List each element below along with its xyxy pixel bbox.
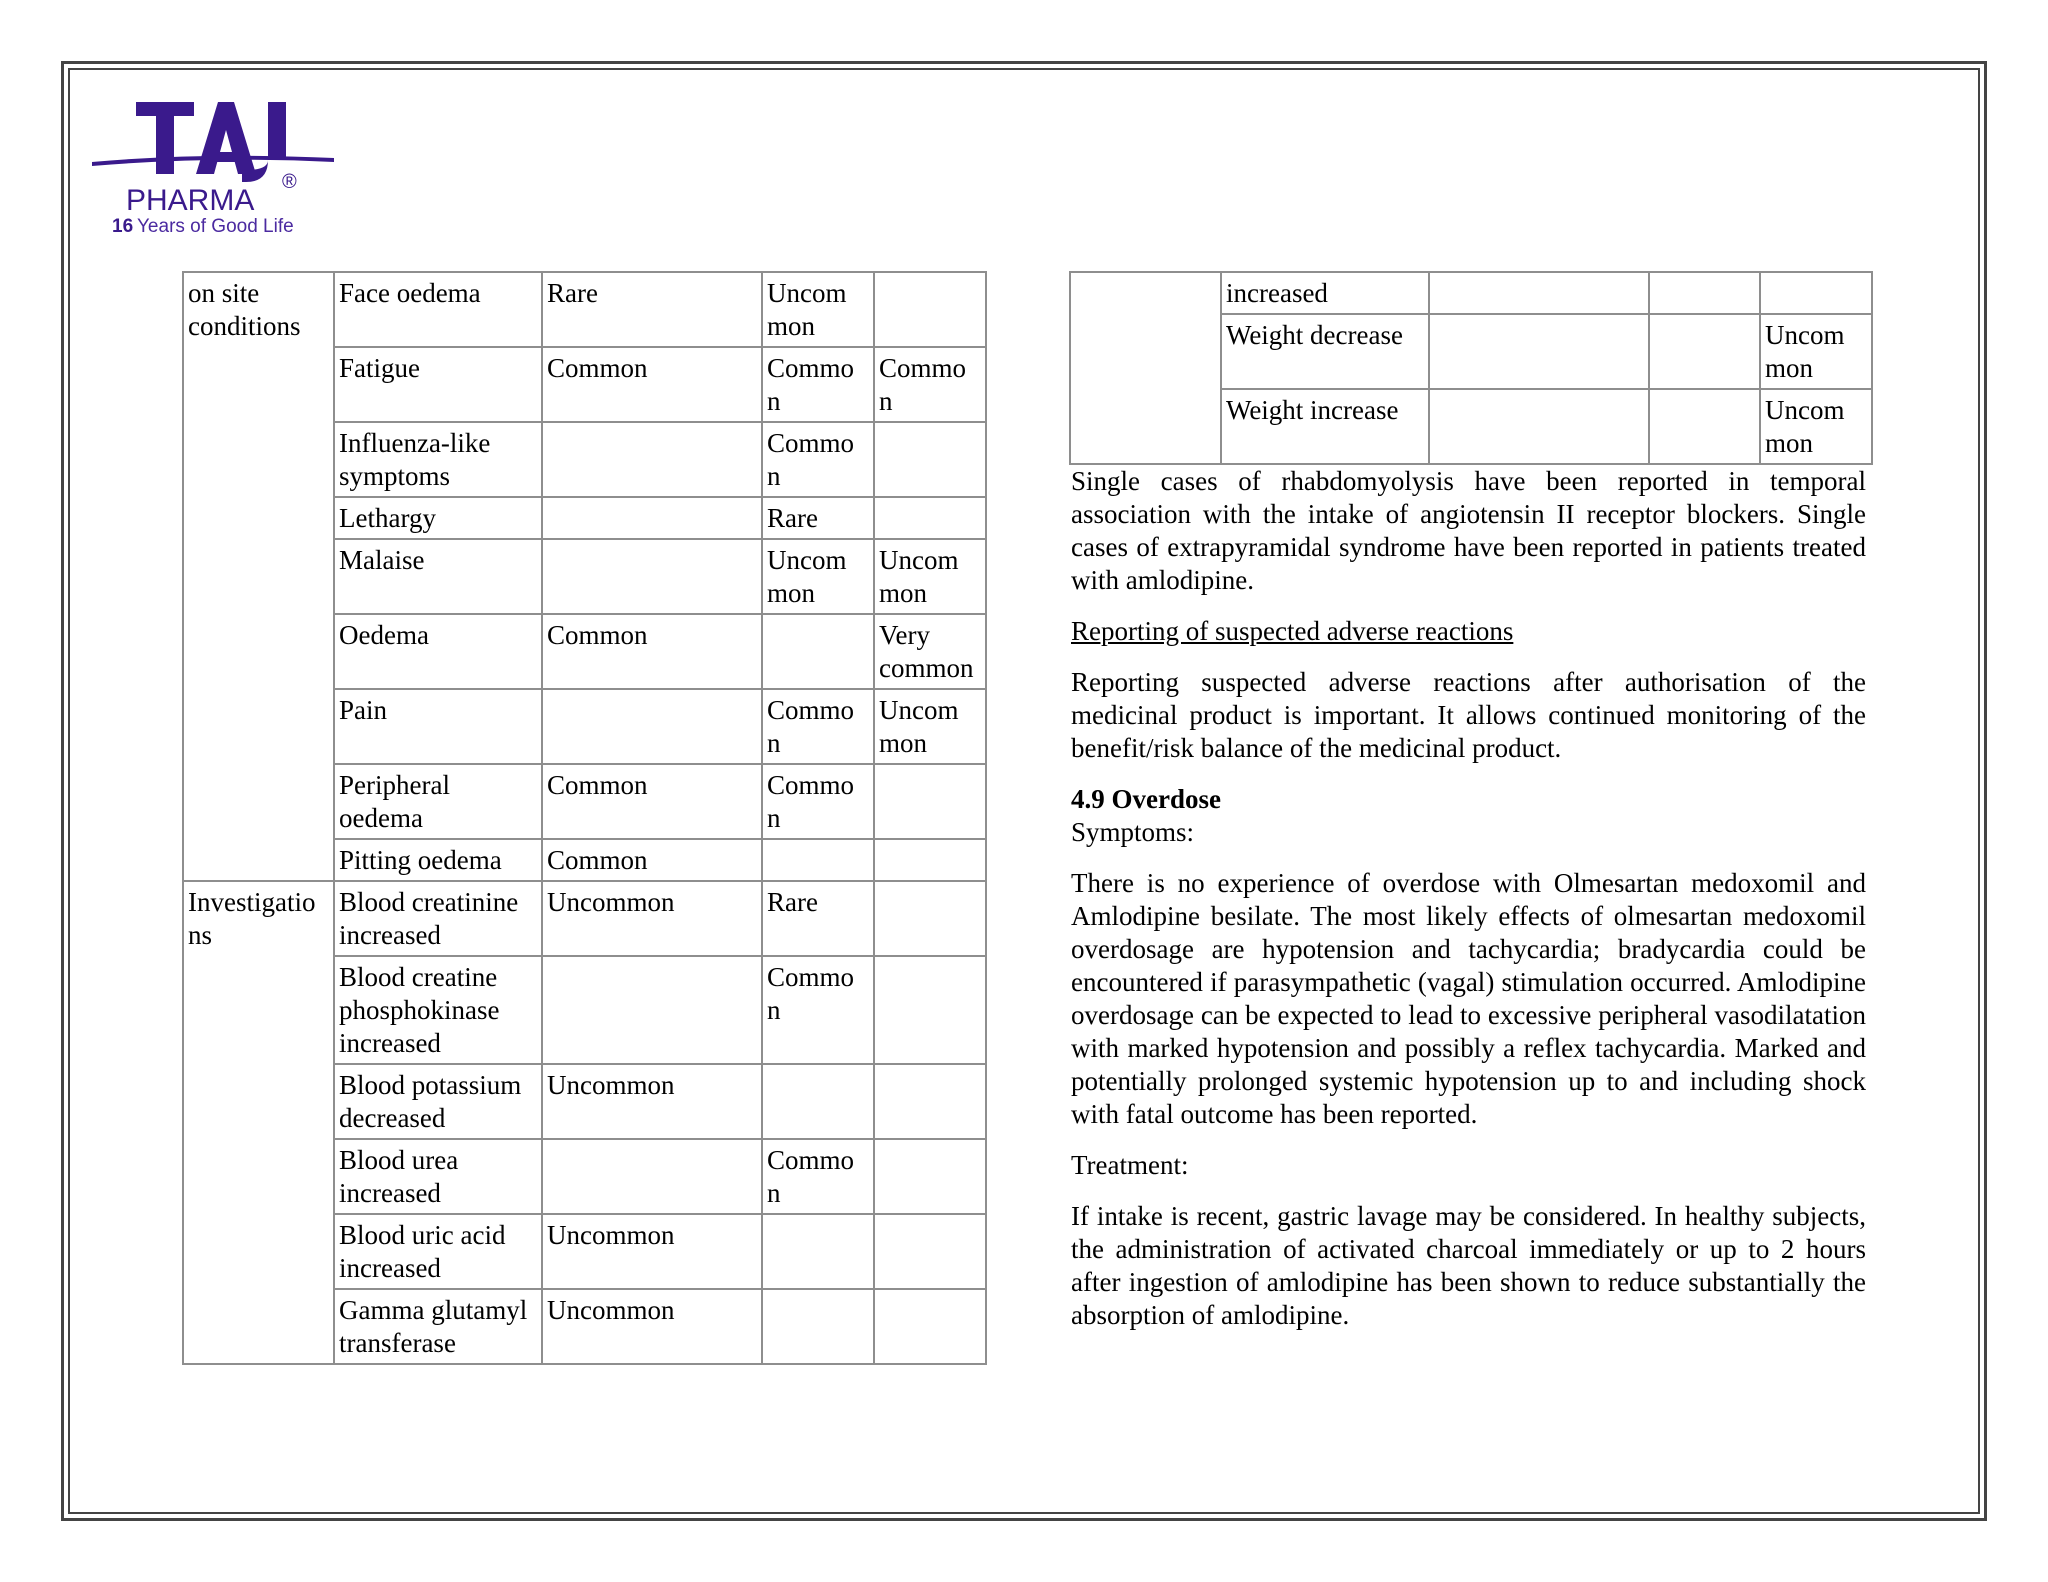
frequency-cell: Uncommon: [542, 1064, 762, 1139]
logo-pharma-text: PHARMA: [126, 184, 255, 217]
frequency-cell: Commo n: [762, 764, 874, 839]
treatment-label: Treatment:: [1071, 1150, 1189, 1180]
category-cell: Investigatio ns: [183, 881, 334, 1364]
frequency-cell: [874, 764, 986, 839]
frequency-cell: [762, 1064, 874, 1139]
frequency-cell: [874, 422, 986, 497]
reporting-paragraph: Reporting suspected adverse reactions after authorisation of the medicinal product is important. It allows continued monitoring of the benefit/risk balance of the medicinal product.: [1071, 667, 1866, 763]
term-cell: Blood urea increased: [334, 1139, 542, 1214]
term-cell: Weight increase: [1221, 389, 1429, 464]
frequency-cell: Commo n: [874, 347, 986, 422]
treatment-paragraph: If intake is recent, gastric lavage may be considered. In healthy subjects, the administration of activated charcoal immediately or up to 2 hours after ingestion of amlodipine has been shown to reduce substantially the absorption of amlodipine.: [1071, 1201, 1866, 1330]
term-cell: Fatigue: [334, 347, 542, 422]
adverse-reactions-table-left: [182, 271, 987, 1365]
adverse-reactions-table-right: [1069, 271, 1873, 465]
frequency-cell: [874, 1289, 986, 1364]
logo-tagline-number: 16: [112, 216, 134, 236]
frequency-cell: Uncommon: [542, 1289, 762, 1364]
frequency-cell: [762, 839, 874, 881]
frequency-cell: [1649, 314, 1760, 389]
frequency-cell: [542, 1139, 762, 1214]
frequency-cell: Uncommon: [542, 1214, 762, 1289]
frequency-cell: [874, 956, 986, 1064]
frequency-cell: [874, 272, 986, 347]
frequency-cell: Common: [542, 347, 762, 422]
frequency-cell: [874, 881, 986, 956]
frequency-cell: [542, 956, 762, 1064]
frequency-cell: Commo n: [762, 347, 874, 422]
rhabdomyolysis-paragraph: Single cases of rhabdomyolysis have been reported in temporal association with the intake of angiotensin II receptor blockers. Single cases of extrapyramidal syndrome have been reported in patients treated with amlodipine.: [1071, 466, 1866, 595]
frequency-cell: [542, 422, 762, 497]
frequency-cell: [542, 539, 762, 614]
frequency-cell: [1649, 389, 1760, 464]
taj-pharma-logo: [92, 96, 352, 236]
term-cell: Pitting oedema: [334, 839, 542, 881]
frequency-cell: Rare: [762, 497, 874, 539]
category-cell: on site conditions: [183, 272, 334, 881]
term-cell: Influenza-like symptoms: [334, 422, 542, 497]
symptoms-label: Symptoms:: [1071, 817, 1195, 847]
frequency-cell: Rare: [762, 881, 874, 956]
frequency-cell: [762, 1289, 874, 1364]
term-cell: Blood uric acid increased: [334, 1214, 542, 1289]
frequency-cell: Uncom mon: [1760, 389, 1872, 464]
frequency-cell: [874, 497, 986, 539]
term-cell: Peripheral oedema: [334, 764, 542, 839]
term-cell: Pain: [334, 689, 542, 764]
frequency-cell: Uncom mon: [1760, 314, 1872, 389]
term-cell: Oedema: [334, 614, 542, 689]
frequency-cell: [762, 614, 874, 689]
term-cell: Face oedema: [334, 272, 542, 347]
term-cell: Blood creatinine increased: [334, 881, 542, 956]
frequency-cell: [762, 1214, 874, 1289]
term-cell: Gamma glutamyl transferase: [334, 1289, 542, 1364]
frequency-cell: Uncom mon: [762, 539, 874, 614]
frequency-cell: Common: [542, 839, 762, 881]
frequency-cell: [1429, 272, 1649, 314]
registered-mark: ®: [282, 171, 297, 193]
frequency-cell: [1760, 272, 1872, 314]
logo-tagline-text: Years of Good Life: [137, 216, 294, 236]
overdose-paragraph: There is no experience of overdose with Olmesartan medoxomil and Amlodipine besilate. The most likely effects of olmesartan medoxomil overdosage are hypotension and tachycardia; bradycardia could be encountered if parasympathetic (vagal) stimulation occurred. Amlodipine overdosage can be expected to lead to excessive peripheral vasodilatation with marked hypotension and possibly a reflex tachycardia. Marked and potentially prolonged systemic hypotension up to and including shock with fatal outcome has been reported.: [1071, 868, 1866, 1129]
frequency-cell: Commo n: [762, 1139, 874, 1214]
term-cell: increased: [1221, 272, 1429, 314]
reporting-heading: Reporting of suspected adverse reactions: [1071, 616, 1514, 646]
frequency-cell: [874, 1139, 986, 1214]
frequency-cell: [542, 497, 762, 539]
term-cell: Weight decrease: [1221, 314, 1429, 389]
frequency-cell: [874, 1214, 986, 1289]
frequency-cell: [874, 839, 986, 881]
term-cell: Blood potassium decreased: [334, 1064, 542, 1139]
frequency-cell: Uncommon: [542, 881, 762, 956]
frequency-cell: [874, 1064, 986, 1139]
frequency-cell: [1649, 272, 1760, 314]
frequency-cell: Uncom mon: [874, 539, 986, 614]
frequency-cell: [542, 689, 762, 764]
frequency-cell: Common: [542, 614, 762, 689]
term-cell: Blood creatine phosphokinase increased: [334, 956, 542, 1064]
frequency-cell: Uncom mon: [874, 689, 986, 764]
frequency-cell: Commo n: [762, 422, 874, 497]
frequency-cell: Common: [542, 764, 762, 839]
frequency-cell: [1429, 389, 1649, 464]
frequency-cell: Commo n: [762, 689, 874, 764]
term-cell: Malaise: [334, 539, 542, 614]
term-cell: Lethargy: [334, 497, 542, 539]
overdose-heading: 4.9 Overdose: [1071, 784, 1221, 814]
frequency-cell: Uncom mon: [762, 272, 874, 347]
frequency-cell: Very common: [874, 614, 986, 689]
frequency-cell: [1429, 314, 1649, 389]
right-column-text: [1071, 465, 1866, 1350]
frequency-cell: Rare: [542, 272, 762, 347]
frequency-cell: Commo n: [762, 956, 874, 1064]
category-cell: [1070, 272, 1221, 464]
